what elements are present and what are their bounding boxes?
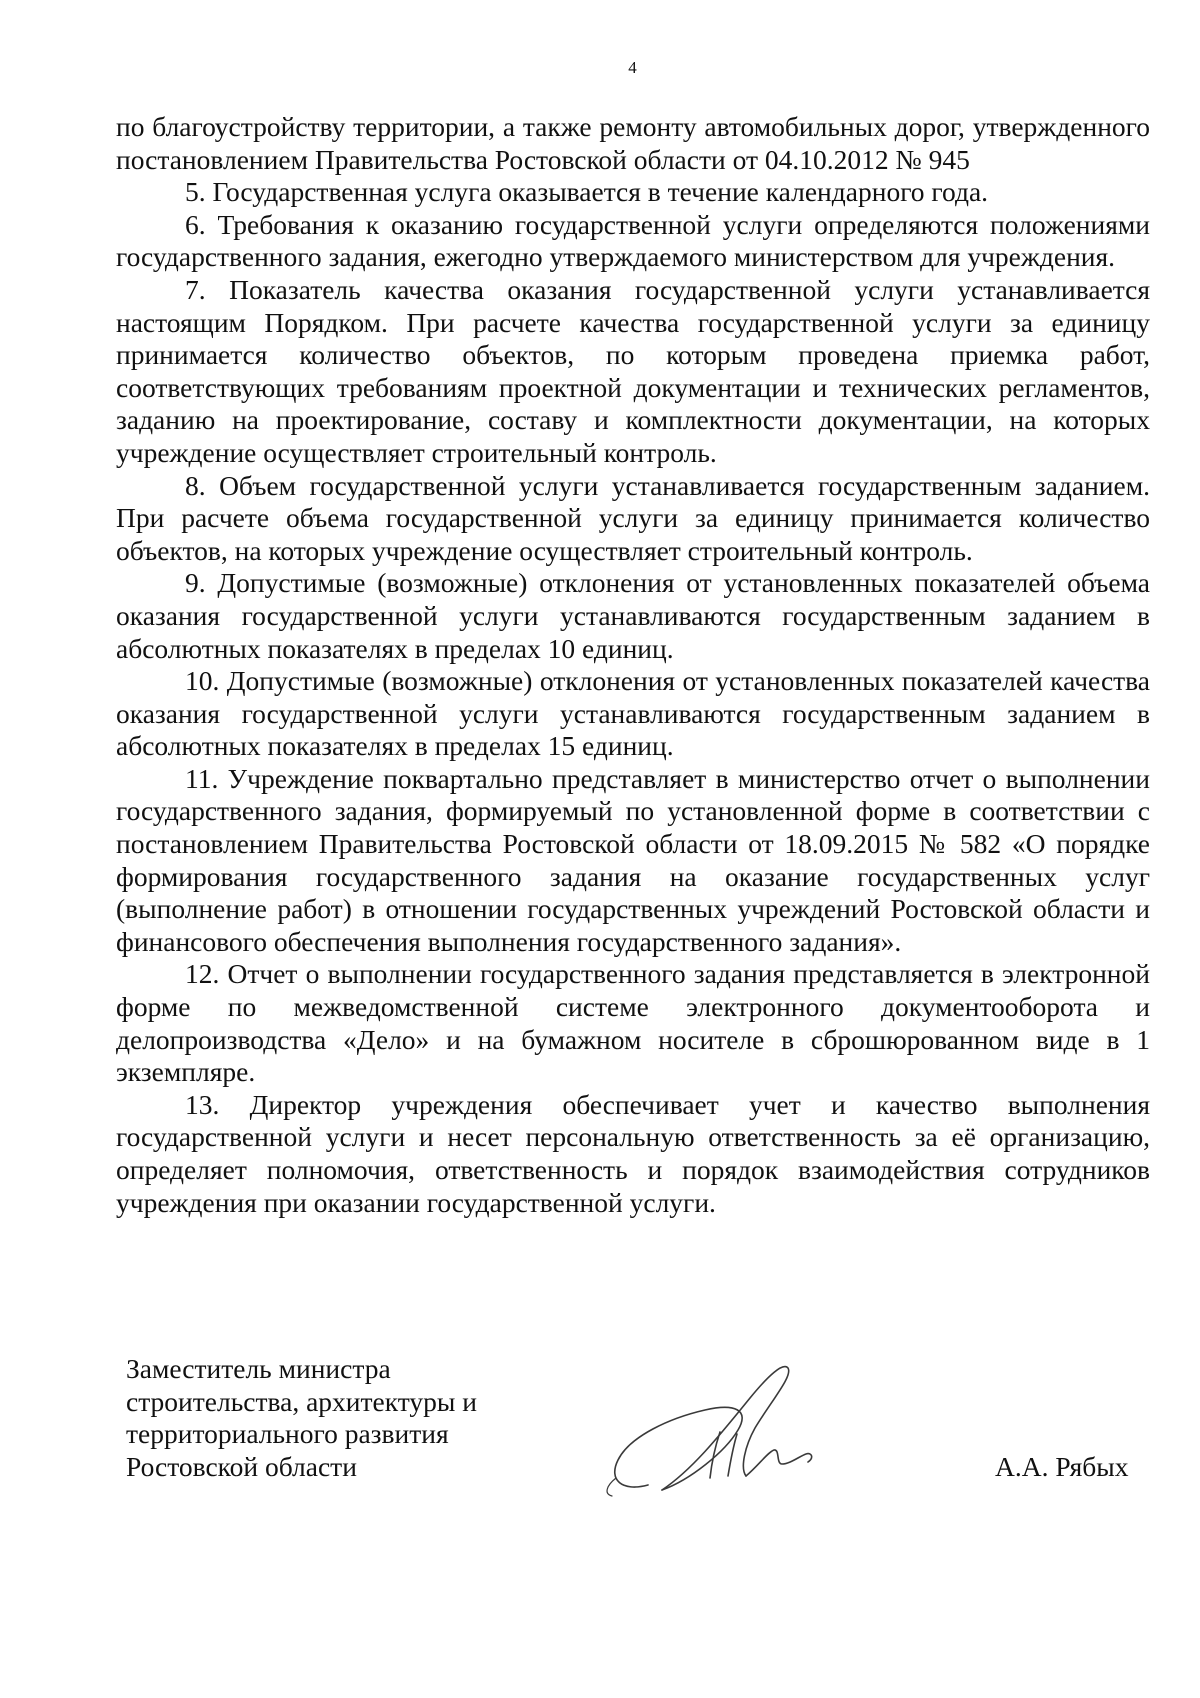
paragraph-5: 5. Государственная услуга оказывается в течение календарного года. [185, 176, 989, 208]
paragraph-11: 11. Учреждение поквартально представляет в министерство отчет о выполнении государственного задания, формируемый по установленной форме в соответствии с постановлением Правительства Ростовской области от 18.09.2015 № 582 «О порядке формирования государственного задания на оказание государственных услуг (выполнение работ) в отношении государственных учреждений Ростовской области и финансового обеспечения выполнения государственного задания». [116, 762, 1150, 957]
paragraph-13: 13. Директор учреждения обеспечивает учет и качество выполнения государственной услуги и несет персональную ответственность за её организацию, определяет полномочия, ответственность и порядок взаимодействия сотрудников учреждения при оказании государственной услуги. [116, 1088, 1150, 1218]
paragraph-9: 9. Допустимые (возможные) отклонения от установленных показателей объема оказания государственной услуги устанавливаются государственным заданием в абсолютных показателях в пределах 10 единиц. [116, 567, 1150, 664]
signer-position [126, 1353, 477, 1483]
signer-position-line: Заместитель министра [126, 1353, 391, 1384]
page-number: 4 [628, 58, 637, 77]
paragraph-8: 8. Объем государственной услуги устанавливается государственным заданием. При расчете объема государственной услуги за единицу принимается количество объектов, на которых учреждение осуществляет строительный контроль. [116, 469, 1150, 566]
paragraph-10: 10. Допустимые (возможные) отклонения от установленных показателей качества оказания государственной услуги устанавливаются государственным заданием в абсолютных показателях в пределах 15 единиц. [116, 665, 1150, 762]
signer-position-line: территориального развития [126, 1418, 449, 1450]
signer-position-line: строительства, архитектуры и [126, 1385, 477, 1417]
paragraph-6: 6. Требования к оказанию государственной услуги определяются положениями государственного задания, ежегодно утверждаемого министерством для учреждения. [116, 208, 1150, 273]
paragraph-continuation: по благоустройству территории, а также ремонту автомобильных дорог, утвержденного постановлением Правительства Ростовской области от 04.10.2012 № 945 [116, 111, 1150, 175]
handwritten-signature [600, 1340, 830, 1525]
paragraph-12: 12. Отчет о выполнении государственного задания представляется в электронной форме по межведомственной системе электронного документооборота и делопроизводства «Дело» и на бумажном носителе в сброшюрованном виде в 1 экземпляре. [116, 958, 1150, 1088]
signer-position-line: Ростовской области [126, 1450, 357, 1482]
paragraph-7: 7. Показатель качества оказания государственной услуги устанавливается настоящим Порядком. При расчете качества государственной услуги за единицу принимается количество объектов, по которым проведена приемка работ, соответствующих требованиям проектной документации и технических регламентов, заданию на проектирование, составу и комплектности документации, на которых учреждение осуществляет строительный контроль. [116, 273, 1150, 468]
signer-name: А.А. Рябых [995, 1451, 1129, 1482]
document-body [116, 111, 1150, 1219]
